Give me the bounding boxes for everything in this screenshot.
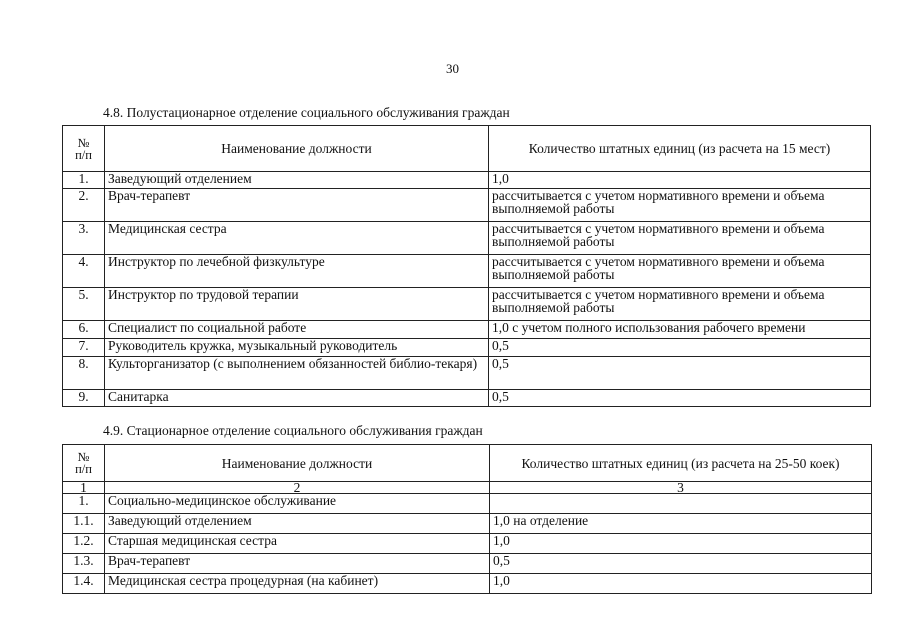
header-position-name: Наименование должности <box>105 445 490 482</box>
position-name: Врач-терапевт <box>105 554 490 574</box>
table-row <box>63 172 871 189</box>
table-row <box>63 514 872 534</box>
row-number: 9. <box>63 390 105 407</box>
position-name: Врач-терапевт <box>105 189 489 222</box>
position-name: Руководитель кружка, музыкальный руководитель <box>105 339 489 357</box>
table-row <box>63 255 871 288</box>
table-row <box>63 288 871 321</box>
table-row <box>63 574 872 594</box>
position-name: Санитарка <box>105 390 489 407</box>
staff-count: 1,0 с учетом полного использования рабочего времени <box>489 321 871 339</box>
table-row <box>63 494 872 514</box>
staff-count: 0,5 <box>489 357 871 390</box>
row-number: 1.2. <box>63 534 105 554</box>
staffing-table-stationary <box>62 444 872 594</box>
header-staff-count: Количество штатных единиц (из расчета на 25-50 коек) <box>490 445 872 482</box>
header-number <box>63 445 105 482</box>
row-number: 6. <box>63 321 105 339</box>
staff-count: рассчитывается с учетом нормативного времени и объема выполняемой работы <box>489 288 871 321</box>
position-name: Инструктор по трудовой терапии <box>105 288 489 321</box>
column-number-row <box>63 482 872 494</box>
header-position-name: Наименование должности <box>105 126 489 172</box>
row-number: 7. <box>63 339 105 357</box>
table-row <box>63 357 871 390</box>
position-name: Заведующий отделением <box>105 514 490 534</box>
column-number: 1 <box>63 482 105 494</box>
row-number: 5. <box>63 288 105 321</box>
staff-count: 0,5 <box>489 339 871 357</box>
header-number-label: п/п <box>75 462 92 476</box>
row-number: 1.1. <box>63 514 105 534</box>
table-row <box>63 390 871 407</box>
position-name: Инструктор по лечебной физкультуре <box>105 255 489 288</box>
staff-count: 0,5 <box>490 554 872 574</box>
row-number: 4. <box>63 255 105 288</box>
staff-count: 0,5 <box>489 390 871 407</box>
staffing-table-semi-stationary <box>62 125 871 407</box>
position-name: Социально-медицинское обслуживание <box>105 494 490 514</box>
row-number: 1. <box>63 494 105 514</box>
row-number: 1.4. <box>63 574 105 594</box>
table-row <box>63 534 872 554</box>
row-number: 8. <box>63 357 105 390</box>
staff-count: рассчитывается с учетом нормативного времени и объема выполняемой работы <box>489 222 871 255</box>
staff-count: рассчитывается с учетом нормативного времени и объема выполняемой работы <box>489 189 871 222</box>
position-name: Заведующий отделением <box>105 172 489 189</box>
staff-count <box>490 494 872 514</box>
row-number: 1. <box>63 172 105 189</box>
row-number: 1.3. <box>63 554 105 574</box>
section-title-4-9: 4.9. Стационарное отделение социального обслуживания граждан <box>103 423 483 438</box>
row-number: 2. <box>63 189 105 222</box>
staff-count: 1,0 <box>490 574 872 594</box>
staff-count: 1,0 на отделение <box>490 514 872 534</box>
table-row <box>63 339 871 357</box>
table-row <box>63 189 871 222</box>
position-name: Медицинская сестра процедурная (на кабинет) <box>105 574 490 594</box>
header-number-label: п/п <box>75 147 92 162</box>
position-name: Медицинская сестра <box>105 222 489 255</box>
page-number: 30 <box>446 61 459 76</box>
table-row <box>63 554 872 574</box>
staff-count: рассчитывается с учетом нормативного времени и объема выполняемой работы <box>489 255 871 288</box>
row-number: 3. <box>63 222 105 255</box>
header-staff-count: Количество штатных единиц (из расчета на 15 мест) <box>489 126 871 172</box>
position-name: Культорганизатор (с выполнением обязанностей библио-текаря) <box>105 357 489 390</box>
table-header-row <box>63 126 871 172</box>
staff-count: 1,0 <box>490 534 872 554</box>
table-header-row <box>63 445 872 482</box>
column-number: 2 <box>105 482 490 494</box>
header-number <box>63 126 105 172</box>
section-title-4-8: 4.8. Полустационарное отделение социального обслуживания граждан <box>103 105 510 120</box>
table-row <box>63 321 871 339</box>
column-number: 3 <box>490 482 872 494</box>
staff-count: 1,0 <box>489 172 871 189</box>
position-name: Специалист по социальной работе <box>105 321 489 339</box>
table-row <box>63 222 871 255</box>
header-number-sign: № <box>77 135 90 150</box>
position-name: Старшая медицинская сестра <box>105 534 490 554</box>
header-number-sign: № <box>77 450 90 464</box>
